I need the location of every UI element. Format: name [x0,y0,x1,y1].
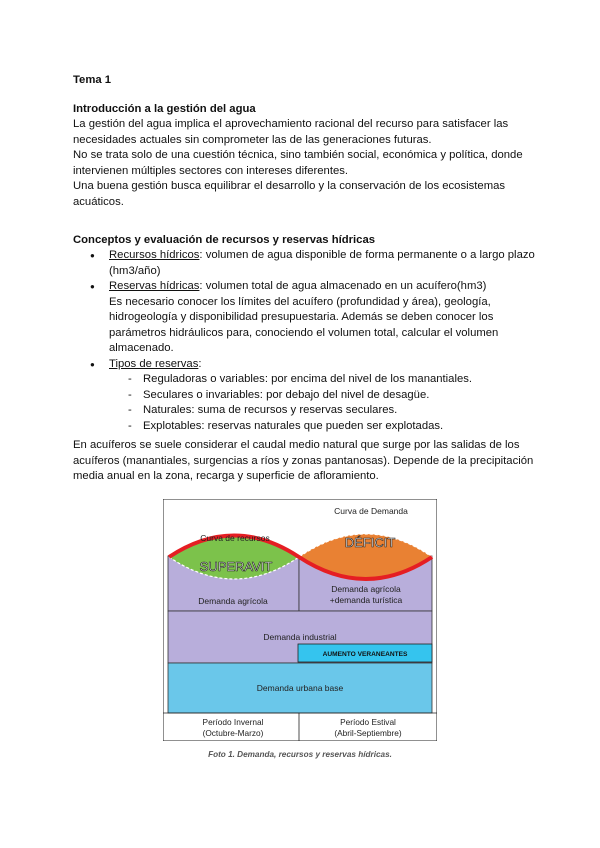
intro-line: necesidades actuales sin comprometer las de las generaciones futuras. [73,133,432,146]
term-tipos: Tipos de reservas [109,357,199,370]
label-periodo-estival: Período Estival [340,717,396,727]
list-item-recursos [73,248,543,279]
recursos-unit: (hm3/año) [109,264,161,277]
list-item-reservas [73,279,543,357]
label-demanda-turistica: +demanda turística [329,595,403,605]
intro-line: acuáticos. [73,195,124,208]
tipos-sublist [109,372,543,434]
label-curva-demanda: Curva de Demanda [334,506,408,516]
intro-line: La gestión del agua implica el aprovechamiento racional del recurso para satisfacer las [73,118,509,130]
label-superavit: SUPERAVIT [199,559,273,574]
label-demanda-urbana: Demanda urbana base [256,683,344,693]
label-deficit: DÉFICIT [344,535,396,550]
sublist-item: - Naturales: suma de recursos y reservas seculares. [109,403,543,419]
aquifer-line: media anual en la zona, recarga y superficie de afloramiento. [73,470,379,482]
term-recursos: Recursos hídricos [109,249,200,261]
list-item-tipos [73,357,543,435]
intro-line: intervienen múltiples sectores con intereses diferentes. [73,164,349,177]
aquifer-line: acuíferos (manantiales, surgencias a ríos y zonas pantanosas). Depende de la precipitación [73,454,534,467]
label-aumento-veraneantes: AUMENTO VERANEANTES [322,651,408,658]
label-curva-recursos: Curva de recursos [200,533,270,543]
sublist-item: - Seculares o invariables: por debajo del nivel de desagüe. [109,388,543,404]
sublist-item: - Reguladoras o variables: por encima del nivel de los manantiales. [109,372,543,388]
sublist-item: - Explotables: reservas naturales que pueden ser explotadas. [109,419,543,435]
reservas-line: Es necesario conocer los límites del acuífero (profundidad y área), geología, [109,295,491,308]
aquifer-line: En acuíferos se suele considerar el caudal medio natural que surge por las salidas de los [73,439,520,451]
reservas-line: parámetros hidráulicos para, conociendo el volumen total, calcular el volumen [109,326,499,339]
reservas-definition: : volumen total de agua almacenado en un acuífero(hm3) [199,280,487,292]
page-title: Tema 1 [73,74,112,86]
concepts-list [73,248,543,434]
label-periodo-invernal: Período Invernal [202,717,264,727]
reservas-line: almacenado. [109,342,174,354]
intro-line: Una buena gestión busca equilibrar el desarrollo y la conservación de los ecosistemas [73,180,506,192]
aquifer-paragraph [73,438,543,485]
label-demanda-agricola-2: Demanda agrícola [331,584,401,594]
intro-paragraph [73,117,543,210]
tipos-colon: : [198,357,202,370]
figure-caption: Foto 1. Demanda, recursos y reservas hídricas. [208,750,392,759]
recursos-definition: : volumen de agua disponible de forma permanente o a largo plazo [199,249,535,261]
term-reservas: Reservas hídricas [109,280,200,292]
concepts-heading: Conceptos y evaluación de recursos y reservas hídricas [73,234,376,246]
label-demanda-agricola: Demanda agrícola [198,596,268,606]
intro-heading: Introducción a la gestión del agua [73,103,256,115]
label-periodo-invernal-meses: (Octubre-Marzo) [202,728,264,738]
label-periodo-estival-meses: (Abril-Septiembre) [334,728,402,738]
intro-line: No se trata solo de una cuestión técnica, sino también social, económica y política, donde [73,149,523,161]
demand-resources-figure [163,499,437,741]
reservas-line: hidrogeología y disponibilidad presupuestaria. Además se deben conocer los [109,311,494,323]
label-demanda-industrial: Demanda industrial [263,632,337,642]
